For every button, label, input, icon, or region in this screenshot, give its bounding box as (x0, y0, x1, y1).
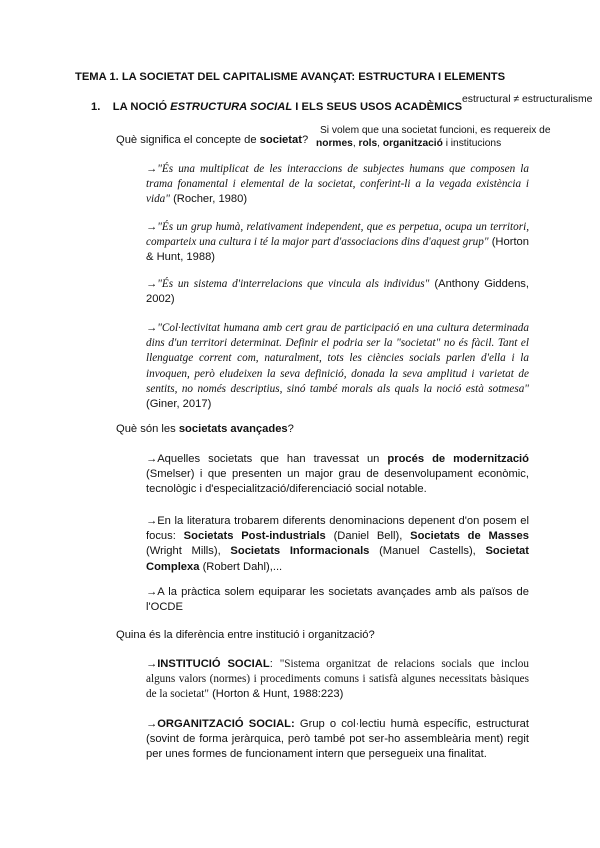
paragraph-text: (Robert Dahl),... (199, 560, 283, 573)
term-complexa: Societat Complexa (146, 545, 529, 573)
section-prefix: LA NOCIÓ (112, 101, 171, 113)
institucio-quote: "Sistema organitzat de relacions socials que inclou alguns valors (normes) i procediments comuns i satisfà algunes necessitats bàsiques de la societat" (146, 658, 529, 701)
section-heading (91, 101, 462, 113)
question-institucio-organitzacio: Quina és la diferència entre institució i organització? (116, 629, 375, 641)
question-bold: societats avançades (178, 423, 288, 435)
paragraph-text: (Daniel Bell), (325, 530, 411, 543)
paragraph-text: (Manuel Castells), (369, 545, 486, 558)
question-text: Què significa el concepte de (116, 134, 260, 146)
side-note-societat (316, 124, 576, 150)
advanced-paragraph-2 (146, 514, 529, 575)
definition-source: (Horton & Hunt, 1988) (146, 236, 529, 264)
organitzacio-label: →ORGANITZACIÓ SOCIAL: (146, 718, 295, 730)
question-text: Què són les (116, 423, 179, 435)
definition-institucio (146, 657, 529, 703)
advanced-paragraph-3: →A la pràctica solem equiparar les societats avançades amb als països de l'OCDE (146, 586, 529, 614)
section-number: 1. (91, 101, 101, 113)
definition-organitzacio (146, 717, 529, 763)
side-note-line1: Si volem que una societat funcioni, es requereix de (320, 125, 551, 136)
section-suffix: I ELS SEUS USOS ACADÈMICS (292, 101, 463, 113)
definition-giner (146, 321, 529, 412)
definition-source: (Rocher, 1980) (169, 193, 248, 206)
organitzacio-text: Grup o col·lectiu humà específic, estructurat (sovint de forma jeràrquica, però també pot ser-ho assembleària ment) regit per unes formes de funcionament intern que persegueix una finalitat. (146, 718, 529, 761)
side-note-line2 (316, 137, 576, 150)
question-societats-avancades (116, 423, 294, 435)
institucio-source: (Horton & Hunt, 1988:223) (208, 688, 344, 701)
definition-horton (146, 220, 529, 266)
paragraph-text: →En la literatura trobarem diferents denominacions depenent d'on posem el focus: (146, 515, 529, 543)
side-note-sep: , (377, 138, 383, 149)
definition-source: (Anthony Giddens, 2002) (146, 278, 530, 306)
institucio-label: →INSTITUCIÓ SOCIAL (146, 658, 270, 670)
paragraph-text: (Wright Mills), (146, 545, 231, 558)
side-note-organitzacio: organització (382, 138, 443, 149)
question-bold: societat (259, 134, 302, 146)
term-post-industrials: Societats Post-industrials (183, 530, 326, 543)
definition-quote: →"És un grup humà, relativament independent, que es perpetua, ocupa un territori, comparteix una cultura i té la major part d'associacions dins d'aquest grup" (146, 221, 529, 249)
margin-note-structural: estructural ≠ estructuralisme (462, 94, 593, 105)
paragraph-bold: procés de modernització (387, 453, 529, 465)
advanced-paragraph-1 (146, 452, 529, 498)
question-suffix: ? (287, 423, 294, 435)
definition-source: (Giner, 2017) (146, 398, 212, 411)
definition-quote: →"És una multiplicat de les interaccions de subjectes humans que composen la trama fonamental i elemental de la societat, conferint-li a la vegada existència i vida" (146, 163, 529, 206)
section-italic: ESTRUCTURA SOCIAL (170, 101, 293, 113)
question-societat (116, 134, 308, 146)
question-suffix: ? (301, 134, 309, 146)
definition-quote: →"És un sistema d'interrelacions que vincula als individus" (146, 278, 430, 290)
side-note-sep: , (352, 138, 359, 149)
term-informacionals: Societats Informacionals (230, 545, 370, 558)
side-note-rols: rols (358, 138, 378, 149)
definition-rocher (146, 162, 529, 208)
paragraph-text: (Smelser) i que presenten un major grau de desenvolupament econòmic, tecnològic i d'especialització/diferenciació social notable. (146, 468, 529, 496)
side-note-normes: normes (316, 138, 353, 149)
institucio-colon: : (269, 658, 280, 670)
term-masses: Societats de Masses (410, 530, 529, 543)
definition-giddens (146, 277, 529, 307)
side-note-tail: i institucions (442, 138, 502, 149)
document-title: TEMA 1. LA SOCIETAT DEL CAPITALISME AVANÇAT: ESTRUCTURA I ELEMENTS (75, 71, 506, 83)
definition-quote: →"Col·lectivitat humana amb cert grau de participació en una cultura determinada dins d'un territori determinat. Definir el podria ser la "societat" no és fàcil. Tant el llenguatge corrent com, naturalment, tots les ciències socials parlen d'ella i la invoquen, però eludeixen la seva definició, donada la seva amplitud i varietat de sentits, no només descriptius, sinó també morals als quals la noció està sotmesa" (146, 322, 529, 395)
paragraph-text: →Aquelles societats que han travessat un (146, 453, 388, 465)
